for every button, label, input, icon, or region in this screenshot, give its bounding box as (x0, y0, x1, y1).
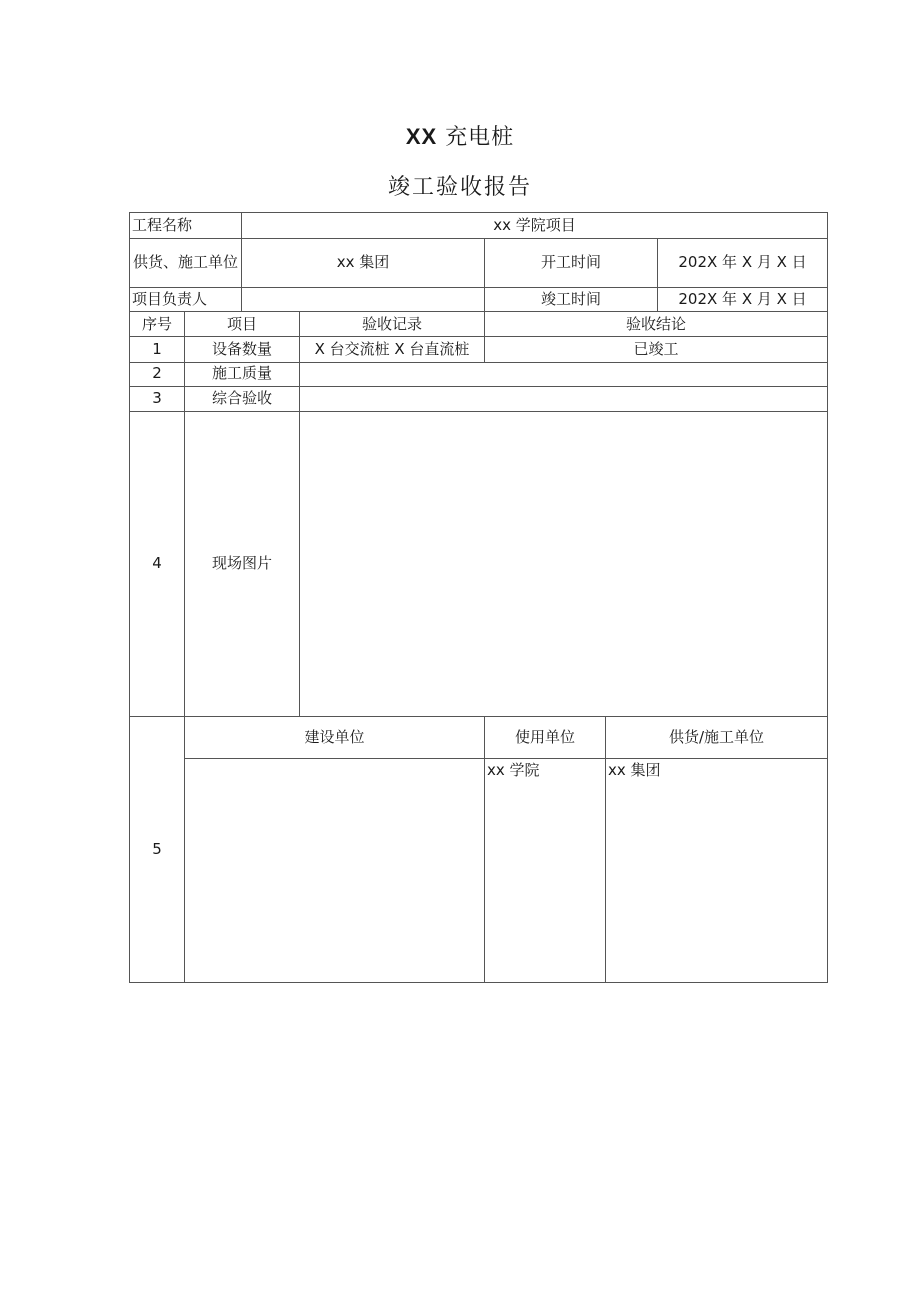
manager-value (242, 288, 485, 312)
manager-label: 项目负责人 (130, 288, 242, 312)
supplier-sign-label: 供货/施工单位 (606, 716, 828, 758)
row-no: 3 (130, 386, 185, 411)
row-item: 现场图片 (185, 411, 300, 716)
supplier-label: 供货、施工单位 (130, 239, 242, 288)
user-label: 使用单位 (485, 716, 606, 758)
row-conclusion: 已竣工 (485, 337, 828, 362)
sign-body-row (130, 759, 828, 983)
row-no: 4 (130, 411, 185, 716)
manager-row (130, 288, 828, 312)
header-item: 项目 (185, 312, 300, 337)
header-row (130, 312, 828, 337)
document-title (0, 120, 920, 151)
finish-time-value: 202X 年 X 月 X 日 (658, 288, 828, 312)
start-time-label: 开工时间 (485, 239, 658, 288)
project-name-label: 工程名称 (130, 213, 242, 239)
sign-no: 5 (130, 716, 185, 982)
row-record (300, 386, 828, 411)
row-item: 设备数量 (185, 337, 300, 362)
header-conclusion: 验收结论 (485, 312, 828, 337)
row-no: 2 (130, 362, 185, 386)
table-row (130, 411, 828, 716)
builder-label: 建设单位 (185, 716, 485, 758)
row-record (300, 362, 828, 386)
builder-sign-area (185, 759, 485, 983)
table-row (130, 362, 828, 386)
row-item: 综合验收 (185, 386, 300, 411)
title-rest: 充电桩 (445, 125, 515, 150)
row-item: 施工质量 (185, 362, 300, 386)
row-record: X 台交流桩 X 台直流桩 (300, 337, 485, 362)
document-subtitle: 竣工验收报告 (387, 175, 532, 200)
table-row (130, 337, 828, 362)
row-no: 1 (130, 337, 185, 362)
supplier-row (130, 239, 828, 288)
supplier-sign-area: xx 集团 (606, 759, 828, 983)
finish-time-label: 竣工时间 (485, 288, 658, 312)
sign-header-row (130, 716, 828, 758)
table-row (130, 386, 828, 411)
user-sign-area: xx 学院 (485, 759, 606, 983)
header-no: 序号 (130, 312, 185, 337)
acceptance-report-table (129, 212, 828, 983)
project-name-value: xx 学院项目 (242, 213, 828, 239)
header-record: 验收记录 (300, 312, 485, 337)
title-brand: XX (405, 124, 438, 149)
site-photo-area (300, 411, 828, 716)
supplier-value: xx 集团 (242, 239, 485, 288)
start-time-value: 202X 年 X 月 X 日 (658, 239, 828, 288)
project-name-row (130, 213, 828, 239)
